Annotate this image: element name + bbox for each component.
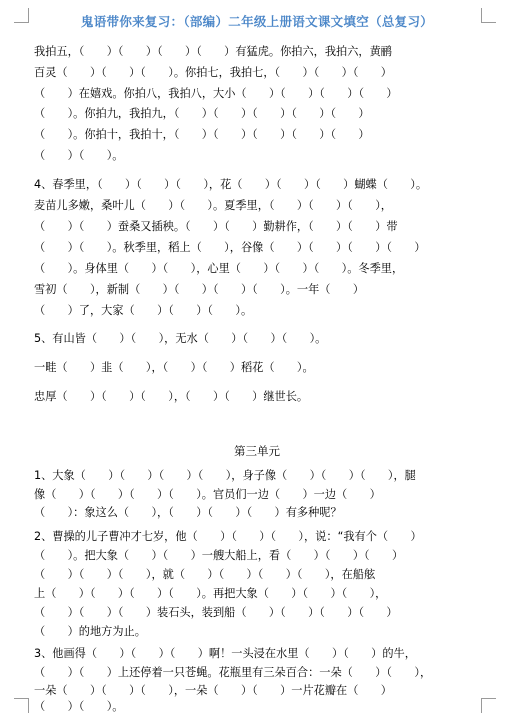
text-line: （ ）（ ）上还停着一只苍蝇。花瓶里有三朵百合：一朵（ ）（ ）， <box>34 666 432 679</box>
text-line: 3、他画得（ ）（ ）（ ）啊！一头浸在水里（ ）（ ）的牛， <box>34 647 416 660</box>
text-line: 忠厚（ ）（ ）（ ），（ ）（ ）继世长。 <box>34 390 309 403</box>
text-line: （ ）。你拍九，我拍九，（ ）（ ）（ ）（ ）（ ） <box>34 107 370 120</box>
text-line: 百灵（ ）（ ）（ ）。你拍七，我拍七，（ ）（ ）（ ） <box>34 66 392 79</box>
text-line: （ ）。把大象（ ）（ ）一艘大船上，看（ ）（ ）（ ） <box>34 549 404 562</box>
section-title: 第三单元 <box>234 444 280 458</box>
text-line: （ ）（ ）。 <box>34 149 124 162</box>
text-line: 4、春季里，（ ）（ ）（ ），花（ ）（ ）（ ）蝴蝶（ ）。 <box>34 178 428 191</box>
text-line: （ ）在嬉戏。你拍八，我拍八，大小（ ）（ ）（ ）（ ） <box>34 87 398 100</box>
text-line: （ ）（ ）（ ）装石头，装到船（ ）（ ）（ ）（ ） <box>34 606 398 619</box>
text-line: （ ）了，大家（ ）（ ）（ ）。 <box>34 304 253 317</box>
text-line: （ ）（ ）。 <box>34 700 124 713</box>
crop-mark-bottom-left <box>14 698 29 713</box>
text-line: （ ）的地方为止。 <box>34 625 146 638</box>
text-line: （ ）：象这么（ ），（ ）（ ）（ ）有多种呢？ <box>34 506 342 519</box>
text-line: 5、有山皆（ ）（ ），无水（ ）（ ）（ ）。 <box>34 332 327 345</box>
text-line: 上（ ）（ ）（ ）（ ）。再把大象（ ）（ ）（ ）， <box>34 587 387 600</box>
text-line: 我拍五，（ ）（ ）（ ）（ ）有猛虎。你拍六，我拍六，黄鹂 <box>34 45 392 58</box>
text-line: （ ）（ ）蚕桑又插秧。（ ）（ ）勤耕作，（ ）（ ）带 <box>34 220 398 233</box>
text-line: 1、大象（ ）（ ）（ ）（ ），身子像（ ）（ ）（ ），腿 <box>34 469 416 482</box>
text-line: （ ）。你拍十，我拍十，（ ）（ ）（ ）（ ）（ ） <box>34 128 370 141</box>
text-line: （ ）（ ）。秋季里，稻上（ ），谷像（ ）（ ）（ ）（ ） <box>34 241 426 254</box>
page-header: 鬼语带你来复习：（部编）二年级上册语文课文填空（总复习） <box>80 14 434 29</box>
text-line: 2、曹操的儿子曹冲才七岁，他（ ）（ ）（ ），说：“我有个（ ） <box>34 530 422 543</box>
crop-mark-bottom-right <box>481 698 496 713</box>
text-line: 雪初（ ），新制（ ）（ ）（ ）（ ）。一年（ ） <box>34 283 365 296</box>
text-line: 像（ ）（ ）（ ）（ ）。官员们一边（ ）一边（ ） <box>34 488 381 501</box>
text-line: 一畦（ ）韭（ ），（ ）（ ）稻花（ ）。 <box>34 361 314 374</box>
text-line: （ ）（ ）（ ），就（ ）（ ）（ ）（ ），在船舷 <box>34 568 376 581</box>
text-line: 麦苗儿多嫩，桑叶儿（ ）（ ）。夏季里，（ ）（ ）（ ）， <box>34 199 392 212</box>
text-line: 一朵（ ）（ ）（ ），一朵（ ）（ ）一片花瓣在（ ） <box>34 684 392 697</box>
text-line: （ ）。身体里（ ）（ ），心里（ ）（ ）（ ）。冬季里， <box>34 262 404 275</box>
